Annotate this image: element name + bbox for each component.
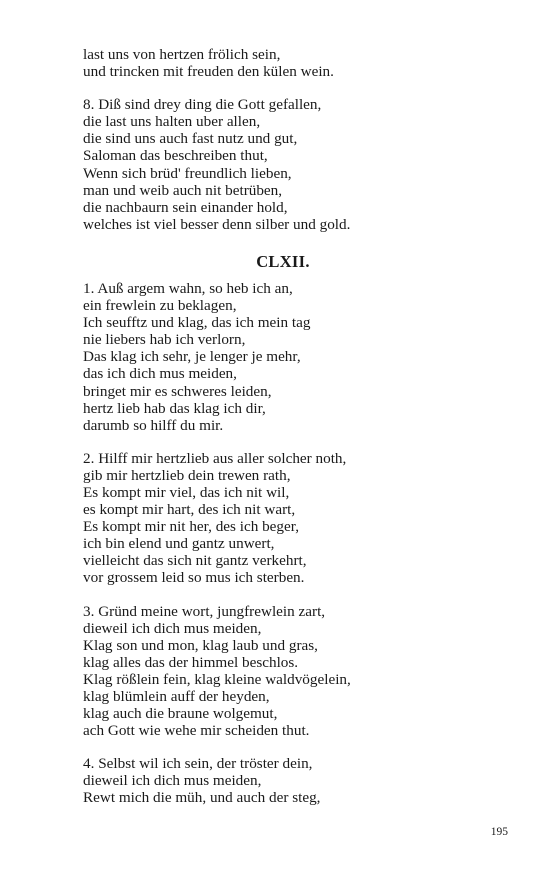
stanza	[83, 755, 483, 806]
page-body	[83, 46, 483, 823]
preceding-song-stanzas	[83, 46, 483, 233]
verse-line: Klag rößlein fein, klag kleine waldvögelein,	[83, 670, 351, 688]
stanza	[83, 280, 483, 434]
verse-line: vielleicht das sich nit gantz verkehrt,	[83, 552, 307, 570]
page-number: 195	[490, 826, 508, 838]
verse-line: Es kompt mir viel, das ich nit wil,	[83, 483, 290, 501]
verse-line: die sind uns auch fast nutz und gut,	[83, 130, 298, 148]
verse-line: Ich seufftz und klag, das ich mein tag	[83, 314, 311, 332]
verse-line: nie liebers hab ich verlorn,	[83, 331, 246, 349]
verse-line: last uns von hertzen frölich sein,	[83, 46, 281, 63]
verse-line: klag auch die braune wolgemut,	[83, 705, 278, 723]
song-number-heading: CLXII.	[256, 251, 310, 271]
verse-line: ein frewlein zu beklagen,	[83, 297, 237, 315]
verse-line: ach Gott wie wehe mir scheiden thut.	[83, 722, 310, 740]
verse-line: Es kompt mir nit her, des ich beger,	[83, 518, 299, 536]
verse-line: vor grossem leid so mus ich sterben.	[83, 569, 305, 587]
verse-line: welches ist viel besser denn silber und gold.	[83, 215, 351, 233]
verse-line: gib mir hertzlieb dein trewen rath,	[83, 466, 291, 484]
verse-line: 4. Selbst wil ich sein, der tröster dein,	[83, 755, 313, 773]
verse-line: Das klag ich sehr, je lenger je mehr,	[83, 348, 301, 366]
stanza	[83, 96, 483, 233]
verse-line: dieweil ich dich mus meiden,	[83, 619, 262, 637]
verse-line: Rewt mich die müh, und auch der steg,	[83, 789, 321, 807]
verse-line: darumb so hilff du mir.	[83, 416, 224, 434]
verse-line: hertz lieb hab das klag ich dir,	[83, 399, 266, 417]
verse-line: Wenn sich brüd' freundlich lieben,	[83, 164, 292, 182]
verse-line: 3. Gründ meine wort, jungfrewlein zart,	[83, 602, 326, 620]
verse-line: und trincken mit freuden den külen wein.	[83, 63, 334, 81]
stanza	[83, 603, 483, 740]
verse-line: klag blümlein auff der heyden,	[83, 688, 270, 705]
verse-line: die nachbaurn sein einander hold,	[83, 198, 288, 216]
verse-line: 1. Auß argem wahn, so heb ich an,	[83, 279, 293, 297]
verse-line: man und weib auch nit betrüben,	[83, 181, 283, 199]
verse-line: dieweil ich dich mus meiden,	[83, 772, 262, 790]
verse-line: klag alles das der himmel beschlos.	[83, 653, 299, 671]
stanza	[83, 46, 483, 80]
verse-line: bringet mir es schweres leiden,	[83, 382, 272, 400]
song-stanzas	[83, 280, 483, 807]
verse-line: es kompt mir hart, des ich nit wart,	[83, 501, 296, 519]
verse-line: ich bin elend und gantz unwert,	[83, 535, 275, 553]
stanza	[83, 450, 483, 587]
verse-line: das ich dich mus meiden,	[83, 365, 237, 383]
verse-line: 2. Hilff mir hertzlieb aus aller solcher noth,	[83, 449, 347, 467]
verse-line: 8. Diß sind drey ding die Gott gefallen,	[83, 96, 322, 114]
verse-line: die last uns halten uber allen,	[83, 113, 261, 131]
verse-line: Klag son und mon, klag laub und gras,	[83, 636, 318, 654]
verse-line: Saloman das beschreiben thut,	[83, 147, 268, 165]
